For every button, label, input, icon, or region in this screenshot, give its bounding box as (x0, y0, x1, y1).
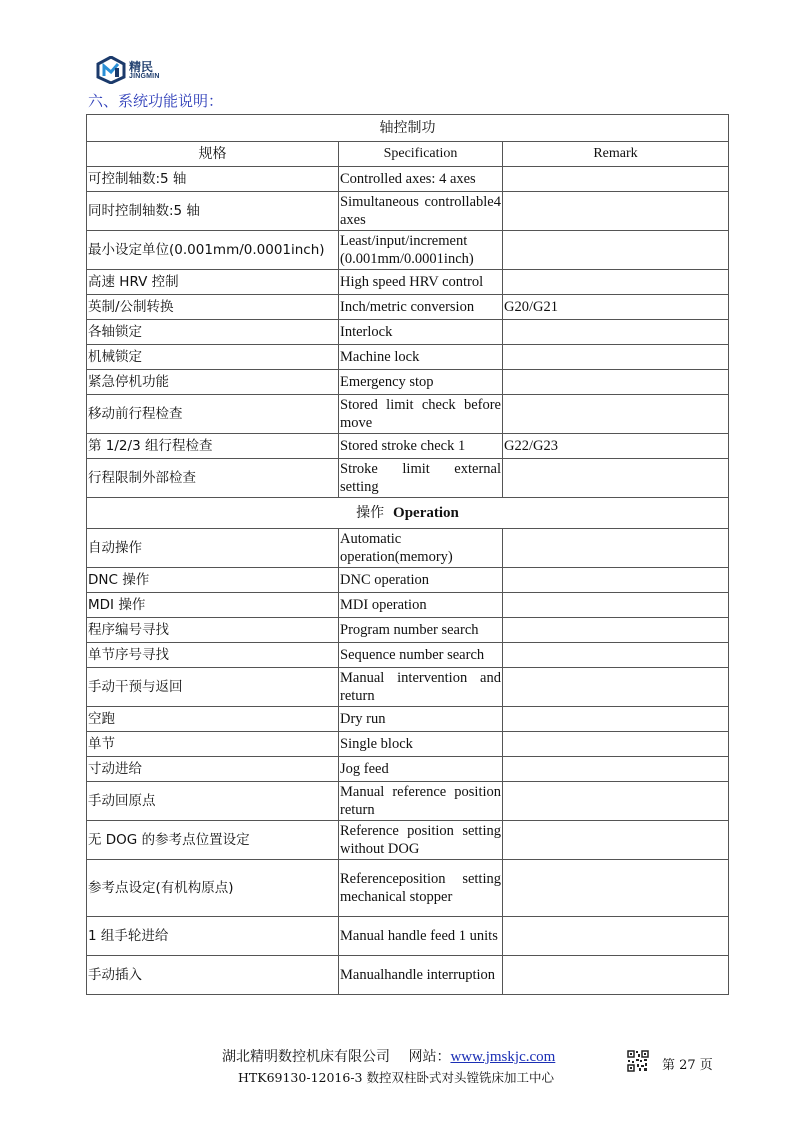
cell-remark (503, 320, 729, 345)
cell-spec: Referenceposition setting mechanical stopper (339, 860, 503, 917)
cell-spec: Stored limit check before move (339, 395, 503, 434)
table-row (87, 320, 729, 345)
table-row (87, 370, 729, 395)
cell-remark (503, 618, 729, 643)
table-row (87, 434, 729, 459)
website-link[interactable]: www.jmskjc.com (450, 1049, 556, 1065)
cell-cn: 英制/公制转换 (87, 295, 339, 320)
table-row (87, 568, 729, 593)
cell-cn: 手动干预与返回 (87, 668, 339, 707)
cell-cn: 无 DOG 的参考点位置设定 (87, 821, 339, 860)
cell-spec: Emergency stop (339, 370, 503, 395)
cell-cn: 同时控制轴数:5 轴 (87, 192, 339, 231)
table-row (87, 192, 729, 231)
cell-remark (503, 782, 729, 821)
cell-cn: 参考点设定(有机构原点) (87, 860, 339, 917)
cell-remark (503, 345, 729, 370)
cell-spec: Dry run (339, 707, 503, 732)
cell-spec: Least/input/increment (0.001mm/0.0001inch) (339, 231, 503, 270)
cell-spec: Manualhandle interruption (339, 956, 503, 995)
cell-spec: Sequence number search (339, 643, 503, 668)
cell-cn: DNC 操作 (87, 568, 339, 593)
cell-remark (503, 732, 729, 757)
table-row (87, 295, 729, 320)
table-row (87, 167, 729, 192)
cell-remark (503, 370, 729, 395)
cell-cn: 手动插入 (87, 956, 339, 995)
cell-spec: Controlled axes: 4 axes (339, 167, 503, 192)
cell-remark (503, 707, 729, 732)
cell-cn: 1 组手轮进给 (87, 917, 339, 956)
table-row (87, 593, 729, 618)
cell-remark (503, 917, 729, 956)
cell-cn: 最小设定单位(0.001mm/0.0001inch) (87, 231, 339, 270)
logo-en-text: JINGMIN (129, 72, 160, 80)
cell-cn: 可控制轴数:5 轴 (87, 167, 339, 192)
cell-spec: MDI operation (339, 593, 503, 618)
cell-cn: 单节序号寻找 (87, 643, 339, 668)
group-header-axis-control (87, 115, 729, 142)
table-row (87, 459, 729, 498)
cell-spec: Manual intervention and return (339, 668, 503, 707)
group-title-cn: 操作 (356, 505, 385, 521)
cell-cn: 第 1/2/3 组行程检查 (87, 434, 339, 459)
cell-spec: Stroke limit external setting (339, 459, 503, 498)
cell-cn: 寸动进给 (87, 757, 339, 782)
table-row (87, 732, 729, 757)
cell-spec: Manual reference position return (339, 782, 503, 821)
table-row (87, 643, 729, 668)
column-header-specification: Specification (339, 142, 503, 167)
group-title-en: Operation (393, 505, 459, 521)
cell-cn: MDI 操作 (87, 593, 339, 618)
cell-spec: Reference position setting without DOG (339, 821, 503, 860)
cell-spec: Inch/metric conversion (339, 295, 503, 320)
cell-cn: 机械锁定 (87, 345, 339, 370)
cell-cn: 紧急停机功能 (87, 370, 339, 395)
cell-remark (503, 568, 729, 593)
cell-remark (503, 192, 729, 231)
cell-spec: DNC operation (339, 568, 503, 593)
cell-cn: 行程限制外部检查 (87, 459, 339, 498)
logo-mark-icon (96, 56, 126, 84)
cell-cn: 各轴锁定 (87, 320, 339, 345)
cell-cn: 单节 (87, 732, 339, 757)
spec-table (86, 114, 729, 995)
cell-remark (503, 956, 729, 995)
cell-spec: Single block (339, 732, 503, 757)
column-header-remark: Remark (503, 142, 729, 167)
page-number: 第 27 页 (662, 1058, 713, 1073)
cell-cn: 空跑 (87, 707, 339, 732)
cell-spec: Automatic operation(memory) (339, 529, 503, 568)
footer-model-line: HTK69130-12016-3 数控双柱卧式对头镗铣床加工中心 (238, 1070, 554, 1085)
table-row (87, 860, 729, 917)
table-row (87, 231, 729, 270)
table-row (87, 395, 729, 434)
table-row (87, 956, 729, 995)
group-header-operation (87, 498, 729, 529)
cell-remark (503, 270, 729, 295)
cell-remark (503, 860, 729, 917)
cell-spec: Program number search (339, 618, 503, 643)
cell-remark: G22/G23 (503, 434, 729, 459)
table-row (87, 782, 729, 821)
section-title: 六、系统功能说明： (88, 92, 224, 110)
company-logo (96, 55, 186, 85)
cell-spec: Jog feed (339, 757, 503, 782)
table-row (87, 757, 729, 782)
cell-spec: High speed HRV control (339, 270, 503, 295)
cell-spec: Machine lock (339, 345, 503, 370)
cell-spec: Simultaneous controllable4 axes (339, 192, 503, 231)
table-row (87, 270, 729, 295)
table-row (87, 345, 729, 370)
cell-cn: 手动回原点 (87, 782, 339, 821)
cell-spec: Interlock (339, 320, 503, 345)
table-row (87, 821, 729, 860)
column-header-cn: 规格 (87, 142, 339, 167)
company-name: 湖北精明数控机床有限公司 (222, 1049, 390, 1065)
cell-cn: 高速 HRV 控制 (87, 270, 339, 295)
cell-remark (503, 757, 729, 782)
cell-remark (503, 395, 729, 434)
cell-cn: 程序编号寻找 (87, 618, 339, 643)
table-row (87, 707, 729, 732)
table-row (87, 668, 729, 707)
cell-cn: 移动前行程检查 (87, 395, 339, 434)
logo-cn-text: 精民 (129, 59, 154, 74)
cell-remark (503, 821, 729, 860)
cell-cn: 自动操作 (87, 529, 339, 568)
table-row (87, 917, 729, 956)
footer-company-line (222, 1046, 555, 1066)
table-row (87, 529, 729, 568)
cell-remark (503, 459, 729, 498)
column-header-row (87, 142, 729, 167)
cell-remark (503, 231, 729, 270)
cell-remark: G20/G21 (503, 295, 729, 320)
cell-remark (503, 668, 729, 707)
site-label: 网站： (408, 1049, 451, 1065)
cell-remark (503, 529, 729, 568)
table-row (87, 618, 729, 643)
cell-remark (503, 167, 729, 192)
cell-remark (503, 593, 729, 618)
group-title: 轴控制功 (379, 120, 436, 136)
cell-spec: Stored stroke check 1 (339, 434, 503, 459)
qr-code-icon (627, 1050, 649, 1072)
cell-remark (503, 643, 729, 668)
cell-spec: Manual handle feed 1 units (339, 917, 503, 956)
